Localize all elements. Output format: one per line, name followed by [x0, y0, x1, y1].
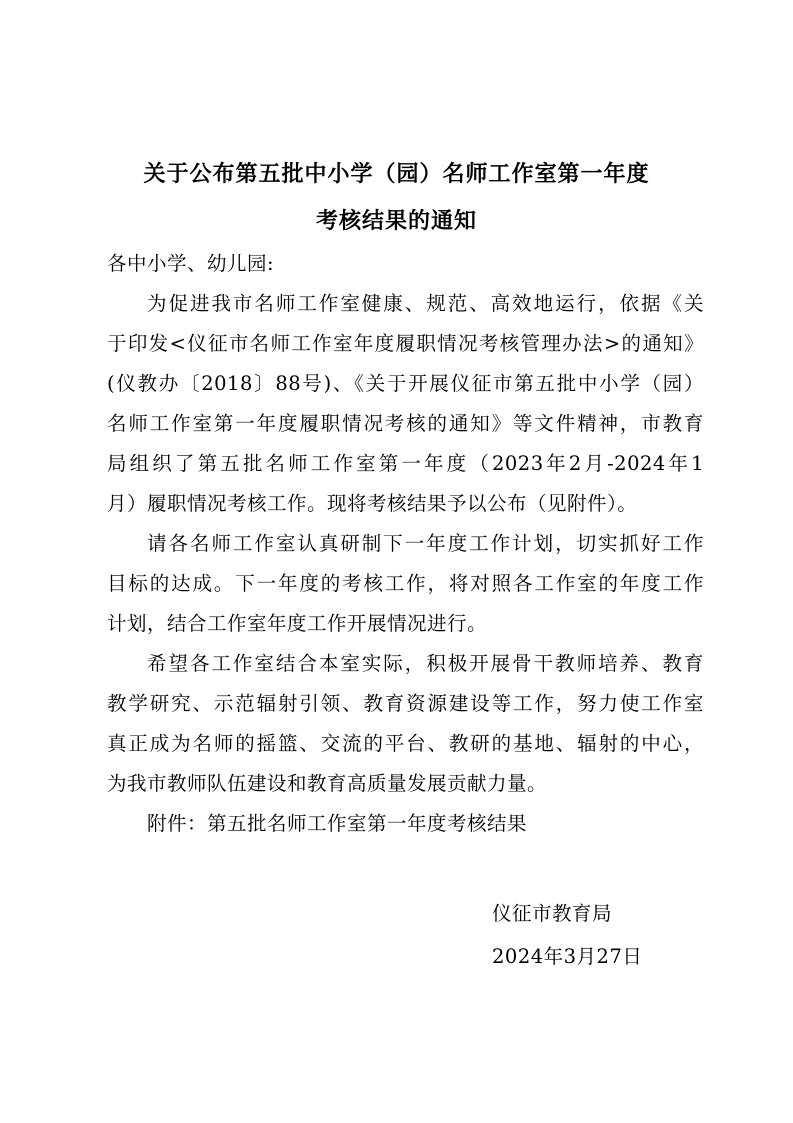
paragraph-2-line-1: 请各名师工作室认真研制下一年度工作计划，切实抓好工作 [147, 532, 704, 555]
paragraph-3-line-3: 真正成为名师的摇篮、交流的平台、教研的基地、辐射的中心， [107, 732, 704, 755]
paragraph-3-line-2: 教学研究、示范辐射引领、教育资源建设等工作，努力使工作室 [107, 692, 704, 715]
paragraph-1-line-4: 名师工作室第一年度履职情况考核的通知》等文件精神，市教育 [107, 412, 704, 435]
paragraph-2-line-2: 目标的达成。下一年度的考核工作，将对照各工作室的年度工作 [107, 572, 704, 595]
issue-date: 2024年3月27日 [492, 945, 643, 968]
paragraph-3-line-4: 为我市教师队伍建设和教育高质量发展贡献力量。 [107, 772, 548, 795]
salutation: 各中小学、幼儿园: [107, 252, 275, 275]
paragraph-1-line-3: (仪教办〔2018〕88号)、《关于开展仪征市第五批中小学（园） [107, 372, 704, 395]
paragraph-1-line-2: 于印发<仪征市名师工作室年度履职情况考核管理办法>的通知》 [107, 332, 704, 355]
issuer-name: 仪征市教育局 [492, 902, 613, 925]
paragraph-1-line-1: 为促进我市名师工作室健康、规范、高效地运行，依据《关 [147, 292, 704, 315]
document-title-line-1: 关于公布第五批中小学（园）名师工作室第一年度 [143, 161, 650, 187]
paragraph-2-line-3: 计划，结合工作室年度工作开展情况进行。 [107, 612, 488, 635]
attachment-note: 附件：第五批名师工作室第一年度考核结果 [147, 812, 528, 835]
paragraph-3-line-1: 希望各工作室结合本室实际，积极开展骨干教师培养、教育 [147, 652, 704, 675]
paragraph-1-line-6: 月）履职情况考核工作。现将考核结果予以公布（见附件）。 [107, 492, 638, 515]
document-title-line-2: 考核结果的通知 [315, 208, 477, 234]
paragraph-1-line-5: 局组织了第五批名师工作室第一年度（2023年2月-2024年1 [107, 452, 704, 475]
